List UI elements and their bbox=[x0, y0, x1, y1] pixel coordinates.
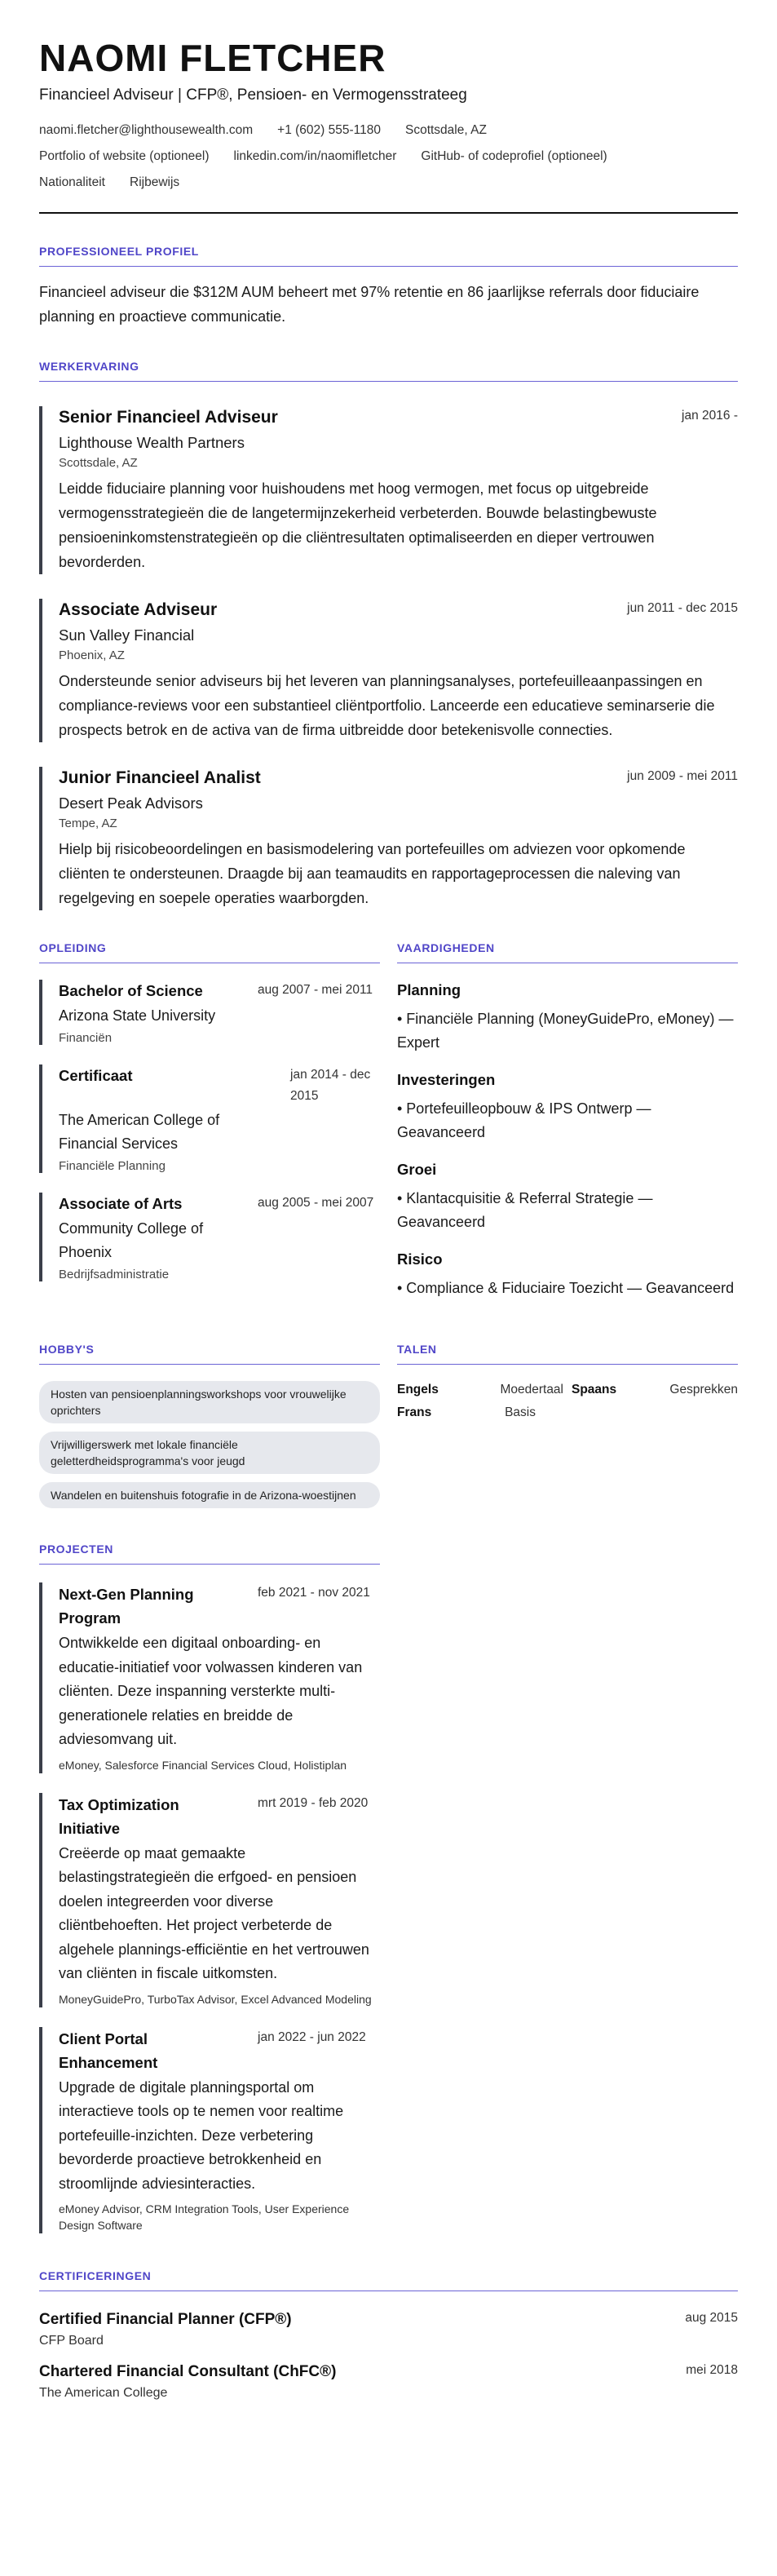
hobbies-list bbox=[39, 1381, 380, 1508]
section-title-education: OPLEIDING bbox=[39, 941, 380, 963]
profile-section bbox=[39, 245, 738, 329]
education-dates: jan 2014 - dec 2015 bbox=[290, 1068, 371, 1103]
job-location: Scottsdale, AZ bbox=[59, 456, 138, 470]
project-tools: MoneyGuidePro, TurboTax Advisor, Excel Advanced Modeling bbox=[59, 1992, 372, 2006]
education-section bbox=[39, 935, 380, 1317]
phone-text[interactable]: +1 (602) 555-1180 bbox=[277, 123, 381, 137]
education-item bbox=[39, 1193, 380, 1281]
language-item bbox=[572, 1383, 738, 1397]
profile-summary: Financieel adviseur die $312M AUM beheert met 97% retentie en 86 jaarlijkse referrals door fiduciaire planning en proactieve communicatie. bbox=[39, 284, 700, 325]
skill-group bbox=[397, 1071, 738, 1144]
contact-row-1 bbox=[39, 117, 738, 144]
section-title-certifications: CERTIFICERINGEN bbox=[39, 2269, 738, 2291]
project-item bbox=[39, 2027, 380, 2234]
skill-group bbox=[397, 1161, 738, 1234]
section-title-languages: TALEN bbox=[397, 1343, 738, 1365]
section-title-projects: PROJECTEN bbox=[39, 1543, 380, 1565]
degree-title: Associate of Arts bbox=[59, 1195, 183, 1212]
experience-item bbox=[39, 599, 738, 742]
certification-date: mei 2018 bbox=[686, 2363, 738, 2377]
job-description: Leidde fiduciaire planning voor huishoudens met hoog vermogen, met focus op uitgebreide vermogensstrategieën die de langetermijnzekerheid verbeterden. Bouwde belastingbewuste pensioeninkomstenstrategieën op die cliëntresultaten optimaliseerden en dieper vertrouwen bevorderden. bbox=[59, 480, 657, 570]
languages-list bbox=[397, 1383, 738, 1420]
job-dates: jan 2016 - bbox=[682, 409, 738, 423]
language-item bbox=[397, 1405, 563, 1420]
job-title: Junior Financieel Analist bbox=[59, 768, 261, 787]
job-description: Hielp bij risicobeoordelingen en basismodelering van portefeuilles om adviezen voor opkomende cliënten te ondersteunen. Draagde bij aan teamaudits en rapportageprocessen die naleving van regelgeving en soepele operaties waarborgden. bbox=[59, 841, 686, 906]
language-name: Spaans bbox=[572, 1383, 617, 1396]
skill-group bbox=[397, 1250, 738, 1300]
skill-group bbox=[397, 981, 738, 1055]
skill-item: • Portefeuilleopbouw & IPS Ontwerp — Geavanceerd bbox=[397, 1100, 651, 1140]
language-level: Gesprekken bbox=[669, 1383, 738, 1396]
certification-date: aug 2015 bbox=[685, 2311, 738, 2325]
education-item bbox=[39, 1064, 380, 1173]
project-item bbox=[39, 1793, 380, 2007]
degree-title: Certificaat bbox=[59, 1067, 133, 1084]
field-of-study: Bedrijfsadministratie bbox=[59, 1268, 170, 1281]
certifications-section bbox=[39, 2269, 738, 2401]
certification-name: Certified Financial Planner (CFP®) bbox=[39, 2311, 292, 2328]
language-level: Basis bbox=[505, 1405, 536, 1419]
job-company: Lighthouse Wealth Partners bbox=[59, 434, 245, 451]
skill-category: Risico bbox=[397, 1250, 443, 1268]
certification-name: Chartered Financial Consultant (ChFC®) bbox=[39, 2363, 337, 2380]
github-link[interactable]: GitHub- of codeprofiel (optioneel) bbox=[421, 149, 607, 163]
project-description: Ontwikkelde een digitaal onboarding- en educatie-initiatief voor volwassen kinderen van cliënten. Deze inspanning versterkte multi-generationele relaties en breidde de adviesomvang uit. bbox=[59, 1635, 363, 1747]
skill-category: Investeringen bbox=[397, 1071, 496, 1088]
education-list bbox=[39, 980, 380, 1281]
language-name: Engels bbox=[397, 1383, 439, 1396]
nationality-text: Nationaliteit bbox=[39, 175, 105, 189]
project-description: Upgrade de digitale planningsportal om interactieve tools op te nemen voor realtime portefeuille-inzichten. Deze verbetering bevorderde proactieve betrokkenheid en stroomlijnde adviesinteracties. bbox=[59, 2078, 344, 2192]
skill-item: • Financiële Planning (MoneyGuidePro, eMoney) — Expert bbox=[397, 1011, 734, 1051]
education-item bbox=[39, 980, 380, 1045]
field-of-study: Financiële Planning bbox=[59, 1159, 166, 1173]
languages-section bbox=[397, 1317, 738, 1516]
institution-name: The American College of Financial Services bbox=[59, 1112, 220, 1152]
certifications-list bbox=[39, 2311, 738, 2401]
section-title-experience: WERKERVARING bbox=[39, 360, 738, 382]
experience-section bbox=[39, 360, 738, 910]
header-divider bbox=[39, 212, 738, 214]
linkedin-link[interactable]: linkedin.com/in/naomifletcher bbox=[233, 149, 397, 163]
certification-issuer: CFP Board bbox=[39, 2334, 104, 2348]
certification-issuer: The American College bbox=[39, 2386, 168, 2400]
job-location: Phoenix, AZ bbox=[59, 648, 125, 662]
project-name: Tax Optimization Initiative bbox=[59, 1795, 179, 1837]
project-dates: jan 2022 - jun 2022 bbox=[258, 2029, 366, 2044]
institution-name: Community College of Phoenix bbox=[59, 1220, 204, 1260]
skill-category: Planning bbox=[397, 981, 461, 998]
job-dates: jun 2011 - dec 2015 bbox=[627, 601, 738, 615]
experience-item bbox=[39, 406, 738, 574]
hobbies-languages-row bbox=[39, 1317, 738, 1516]
contact-row-2 bbox=[39, 144, 738, 170]
experience-item bbox=[39, 767, 738, 910]
hobby-tag: Vrijwilligerswerk met lokale financiële geletterdheidsprogramma's voor jeugd bbox=[39, 1432, 380, 1474]
education-skills-row bbox=[39, 935, 738, 1317]
experience-list bbox=[39, 406, 738, 910]
skill-item: • Klantacquisitie & Referral Strategie — Geavanceerd bbox=[397, 1190, 653, 1230]
skills-list bbox=[397, 981, 738, 1300]
projects-row bbox=[39, 1516, 738, 2253]
portfolio-link[interactable]: Portfolio of website (optioneel) bbox=[39, 149, 210, 163]
certification-item bbox=[39, 2311, 738, 2348]
contact-row-3 bbox=[39, 170, 738, 196]
project-dates: feb 2021 - nov 2021 bbox=[258, 1586, 370, 1600]
section-title-profile: PROFESSIONEEL PROFIEL bbox=[39, 245, 738, 267]
project-name: Next-Gen Planning Program bbox=[59, 1586, 194, 1627]
job-location: Tempe, AZ bbox=[59, 817, 117, 830]
contact-block bbox=[39, 117, 738, 196]
job-title: Associate Adviseur bbox=[59, 600, 218, 619]
job-description: Ondersteunde senior adviseurs bij het leveren van planningsanalyses, portefeuilleaanpassingen en compliance-reviews voor een substantieel cliëntportfolio. Lanceerde een educatieve seminarserie die prospects betrok en de activa van de firma uitbreidde door betekenisvolle connecties. bbox=[59, 673, 715, 738]
project-item bbox=[39, 1582, 380, 1773]
resume-header bbox=[39, 36, 738, 214]
job-title: Senior Financieel Adviseur bbox=[59, 408, 278, 427]
project-dates: mrt 2019 - feb 2020 bbox=[258, 1795, 369, 1810]
project-name: Client Portal Enhancement bbox=[59, 2029, 158, 2071]
candidate-name: NAOMI FLETCHER bbox=[39, 37, 386, 79]
job-company: Sun Valley Financial bbox=[59, 626, 195, 644]
education-dates: aug 2005 - mei 2007 bbox=[258, 1196, 374, 1210]
drivers-license-text: Rijbewijs bbox=[130, 175, 180, 189]
section-title-skills: VAARDIGHEDEN bbox=[397, 941, 738, 963]
candidate-tagline: Financieel Adviseur | CFP®, Pensioen- en Vermogensstrateeg bbox=[39, 86, 467, 104]
field-of-study: Financiën bbox=[59, 1031, 113, 1045]
skill-item: • Compliance & Fiduciaire Toezicht — Geavanceerd bbox=[397, 1280, 735, 1296]
language-level: Moedertaal bbox=[500, 1383, 563, 1396]
language-item bbox=[397, 1383, 563, 1397]
project-tools: eMoney Advisor, CRM Integration Tools, User Experience Design Software bbox=[59, 2202, 350, 2232]
project-tools: eMoney, Salesforce Financial Services Cloud, Holistiplan bbox=[59, 1758, 347, 1772]
hobby-tag: Hosten van pensioenplanningsworkshops voor vrouwelijke oprichters bbox=[39, 1381, 380, 1423]
degree-title: Bachelor of Science bbox=[59, 982, 203, 999]
certification-item bbox=[39, 2363, 738, 2401]
location-text: Scottsdale, AZ bbox=[404, 123, 487, 137]
projects-section bbox=[39, 1516, 380, 2253]
section-title-hobbies: HOBBY'S bbox=[39, 1343, 380, 1365]
skills-section bbox=[397, 935, 738, 1317]
hobbies-section bbox=[39, 1317, 380, 1516]
institution-name: Arizona State University bbox=[59, 1007, 216, 1024]
project-description: Creëerde op maat gemaakte belastingstrategieën die erfgoed- en pensioen doelen integreerden voor diverse cliëntbehoeften. Het project verbeterde de algehele plannings-efficiëntie en het vertrouwen van cliënten in fiscale uitkomsten. bbox=[59, 1844, 369, 1981]
projects-list bbox=[39, 1582, 380, 2233]
job-company: Desert Peak Advisors bbox=[59, 794, 203, 812]
education-dates: aug 2007 - mei 2011 bbox=[258, 983, 373, 997]
skill-category: Groei bbox=[397, 1161, 437, 1178]
language-name: Frans bbox=[397, 1405, 432, 1419]
hobby-tag: Wandelen en buitenshuis fotografie in de Arizona-woestijnen bbox=[39, 1482, 380, 1508]
job-dates: jun 2009 - mei 2011 bbox=[627, 769, 738, 783]
email-text[interactable]: naomi.fletcher@lighthousewealth.com bbox=[39, 123, 254, 137]
